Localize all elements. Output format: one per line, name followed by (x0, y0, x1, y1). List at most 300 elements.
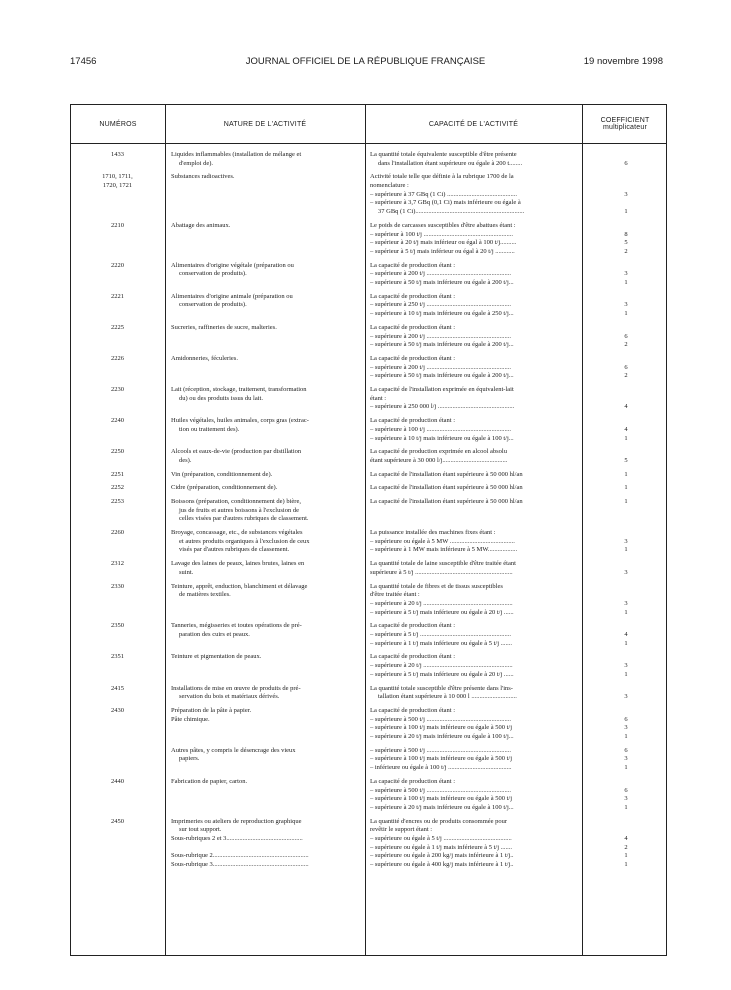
column-header-coefficient: COEFFICIENT multiplicateur (600, 117, 650, 131)
row-nature (171, 293, 361, 310)
row-nature-line: Boissons (préparation, conditionnement de) bière, (171, 498, 301, 506)
table-row (71, 653, 666, 684)
row-capacity-line: – supérieure à 20 t/j mais inférieure ou égale à 100 t/j... (370, 803, 514, 811)
row-number-line: 1710, 1711, (102, 173, 133, 181)
row-coefficient-line: 1 (624, 434, 628, 442)
row-number-line: 2440 (111, 777, 124, 785)
row-nature-line: Sucreries, raffineries de sucre, malteries. (171, 323, 277, 331)
row-capacity-line: revêtir le support étant : (370, 826, 433, 834)
row-coefficient (586, 293, 666, 319)
row-capacity (370, 386, 580, 412)
row-nature-line: Cidre (préparation, conditionnement de). (171, 484, 278, 492)
row-coefficient-line (586, 355, 666, 364)
row-coefficient-line: 1 (624, 608, 628, 616)
row-coefficient-line (586, 707, 666, 716)
row-number-line: 2260 (111, 529, 124, 537)
row-capacity-line: – supérieure ou égale à 200 kg/j mais inférieure à 1 t/j.. (370, 852, 514, 860)
row-nature (171, 560, 361, 577)
row-coefficient-line (586, 395, 666, 404)
row-number-line: 2330 (111, 582, 124, 590)
row-capacity-line: La capacité de l'installation étant supérieure à 50 000 hl/an (370, 498, 523, 506)
row-number-line: 2210 (111, 221, 124, 229)
row-coefficient (586, 583, 666, 618)
row-capacity-line: – supérieure ou égale à 1 t/j mais inférieure à 5 t/j ....... (370, 843, 513, 851)
row-coefficient-line: 1 (624, 470, 628, 478)
row-nature-line: Huiles végétales, huiles animales, corps gras (extrac- (171, 417, 309, 425)
row-capacity-line: nomenclature : (370, 182, 409, 190)
row-nature-line: servation du bois et matériaux dérivés. (179, 693, 280, 701)
row-coefficient-line: 4 (624, 631, 628, 639)
row-capacity-line: – supérieure à 10 t/j mais inférieure ou égale à 250 t/j... (370, 310, 514, 318)
row-number (71, 417, 164, 426)
table-row (71, 498, 666, 529)
row-number (71, 386, 164, 395)
row-nature-line: papiers. (179, 755, 200, 763)
row-coefficient-line: 6 (624, 363, 628, 371)
row-coefficient-line: 6 (624, 159, 628, 167)
row-capacity (370, 622, 580, 648)
row-capacity-line: La capacité de production étant : (370, 261, 456, 269)
row-number-line: 2225 (111, 323, 124, 331)
row-coefficient-line (586, 591, 666, 600)
row-nature-line: Teinture et pigmentation de peaux. (171, 653, 262, 661)
row-nature (171, 778, 361, 787)
row-coefficient-line (586, 685, 666, 694)
row-number-line: 2230 (111, 386, 124, 394)
row-nature-line: suint. (179, 568, 194, 576)
row-coefficient (586, 818, 666, 870)
row-nature-line: Pâte chimique. (171, 715, 210, 723)
row-capacity-line: La capacité de production étant : (370, 292, 456, 300)
row-capacity (370, 484, 580, 493)
row-coefficient-line (586, 417, 666, 426)
row-number (71, 448, 164, 457)
row-capacity (370, 151, 580, 168)
header-divider (71, 143, 666, 144)
row-nature (171, 417, 361, 434)
row-coefficient-line (586, 653, 666, 662)
row-capacity-line: – supérieure à 500 t/j .................................................... (370, 786, 511, 794)
row-coefficient-line: 2 (624, 843, 628, 851)
table-row (71, 151, 666, 173)
row-capacity-line: – supérieure à 20 t/j ....................................................... (370, 662, 513, 670)
row-coefficient-line (586, 293, 666, 302)
table-row (71, 471, 666, 485)
row-number-line: 2250 (111, 448, 124, 456)
publication-date: 19 novembre 1998 (583, 56, 663, 67)
row-coefficient-line (586, 386, 666, 395)
row-coefficient-line: 3 (624, 693, 628, 701)
row-coefficient (586, 262, 666, 288)
row-coefficient-line: 6 (624, 786, 628, 794)
row-coefficient (586, 151, 666, 168)
row-coefficient-line: 5 (624, 239, 628, 247)
row-capacity-line: La capacité de production étant : (370, 354, 456, 362)
row-nature (171, 747, 361, 764)
row-nature (171, 262, 361, 279)
row-capacity-line: 37 GBq (1 Ci)................................................................... (378, 208, 525, 216)
row-nature-line: visés par d'autres rubriques de classement. (179, 546, 290, 554)
row-nature (171, 583, 361, 600)
row-coefficient (586, 386, 666, 412)
row-nature-line: Autres pâtes, y compris le désencrage des vieux (171, 746, 296, 754)
row-capacity-line: – supérieure à 100 t/j mais inférieure ou égale à 500 t/j (370, 795, 513, 803)
row-capacity (370, 747, 580, 773)
row-nature-line: Liquides inflammables (installation de mélange et (171, 151, 302, 158)
row-coefficient (586, 560, 666, 577)
row-coefficient-line: 3 (624, 724, 628, 732)
row-coefficient-line (586, 622, 666, 631)
row-capacity-line: – supérieure à 200 t/j .................................................... (370, 332, 511, 340)
row-nature-line: conservation de produits). (179, 301, 247, 309)
row-capacity (370, 778, 580, 813)
row-coefficient-line: 1 (624, 310, 628, 318)
table-row (71, 484, 666, 498)
row-capacity-line: étant : (370, 394, 387, 402)
row-number (71, 653, 164, 662)
page-number: 17456 (70, 56, 97, 67)
row-nature (171, 818, 361, 870)
row-coefficient-line: 1 (624, 861, 628, 869)
row-coefficient-line: 2 (624, 341, 628, 349)
row-capacity-line: d'être traitée étant : (370, 591, 420, 599)
row-capacity-line: – supérieure à 1 MW mais inférieure à 5 MW.................. (370, 546, 518, 554)
row-number (71, 324, 164, 333)
row-number (71, 583, 164, 592)
row-number (71, 622, 164, 631)
row-coefficient-line: 1 (624, 852, 628, 860)
row-number-line (71, 747, 164, 756)
row-coefficient (586, 622, 666, 648)
row-capacity (370, 685, 580, 702)
row-nature-line: des). (179, 456, 192, 464)
row-nature (171, 471, 361, 480)
row-coefficient-line (586, 529, 666, 538)
row-capacity-line: – supérieure à 50 t/j mais inférieure ou égale à 200 t/j... (370, 372, 514, 380)
row-number-line: 2251 (111, 470, 124, 478)
row-coefficient-line (586, 818, 666, 827)
row-number (71, 707, 164, 716)
row-number-line: 2226 (111, 354, 124, 362)
row-nature-line: Vin (préparation, conditionnement de). (171, 470, 273, 478)
row-coefficient-line: 4 (624, 835, 628, 843)
row-number (71, 747, 164, 756)
row-nature (171, 151, 361, 168)
row-number (71, 173, 164, 190)
row-nature-line: Sous-rubrique 2........................................................... (171, 852, 309, 860)
row-nature-line: Sous-rubriques 2 et 3............................................... (171, 835, 303, 843)
column-header-nature: NATURE DE L'ACTIVITÉ (223, 120, 307, 128)
table-row (71, 747, 666, 778)
row-nature (171, 173, 361, 182)
row-nature-line: jus de fruits et autres boissons à l'exclusion de (179, 506, 299, 514)
row-coefficient-line: 3 (624, 795, 628, 803)
row-coefficient-line: 6 (624, 746, 628, 754)
row-coefficient-line: 1 (624, 484, 628, 492)
row-coefficient-line (586, 262, 666, 271)
row-capacity-line: La capacité de production étant : (370, 777, 456, 785)
row-coefficient (586, 448, 666, 465)
table-row (71, 386, 666, 417)
row-coefficient-line (586, 199, 666, 208)
row-capacity-line: La capacité de production étant : (370, 323, 456, 331)
row-nature (171, 324, 361, 333)
row-nature-line: d'emploi de). (179, 159, 214, 167)
table-row (71, 222, 666, 262)
row-coefficient-line: 8 (624, 230, 628, 238)
row-capacity-line: – supérieure à 3,7 GBq (0,1 Ci) mais inférieure ou égale à (370, 199, 521, 207)
row-nature-line: Fabrication de papier, carton. (171, 777, 248, 785)
row-coefficient-line (586, 222, 666, 231)
row-coefficient-line: 1 (624, 546, 628, 554)
row-capacity-line: La capacité de production exprimée en alcool absolu (370, 448, 507, 456)
row-coefficient (586, 685, 666, 702)
row-nature (171, 484, 361, 493)
row-capacity (370, 498, 580, 507)
row-coefficient (586, 173, 666, 216)
row-capacity-line: La capacité de production étant : (370, 622, 456, 630)
row-number-line: 2312 (111, 560, 124, 568)
table-body (71, 151, 666, 875)
table-row (71, 324, 666, 355)
row-capacity-line: – supérieure à 20 t/j mais inférieure ou égale à 100 t/j... (370, 733, 514, 741)
row-number-line: 2350 (111, 622, 124, 630)
row-coefficient-line (586, 560, 666, 569)
row-coefficient (586, 324, 666, 350)
row-nature-line: Amidonneries, féculeries. (171, 354, 238, 362)
row-nature-line: Tanneries, mégisseries et toutes opérations de pré- (171, 622, 302, 630)
row-coefficient (586, 529, 666, 555)
row-capacity-line: – supérieur à 100 t/j ....................................................... (370, 230, 513, 238)
row-capacity-line: – supérieure à 250 000 l/j ............................................... (370, 403, 515, 411)
table-row (71, 818, 666, 875)
table-row (71, 262, 666, 293)
row-nature-line: Alimentaires d'origine végétale (préparation ou (171, 261, 294, 269)
row-number (71, 778, 164, 787)
row-nature-line: celles visées par d'autres rubriques de classement. (179, 515, 309, 523)
row-number-line: 2220 (111, 261, 124, 269)
row-capacity-line: – supérieure à 500 t/j .................................................... (370, 715, 511, 723)
row-capacity (370, 324, 580, 350)
row-nature-line: Broyage, concassage, etc., de substances végétales (171, 529, 303, 537)
table-row (71, 622, 666, 653)
table-row (71, 560, 666, 582)
journal-title: JOURNAL OFFICIEL DE LA RÉPUBLIQUE FRANÇAISE (245, 56, 486, 67)
row-coefficient-line: 1 (624, 670, 628, 678)
row-capacity-line: – supérieure ou égale à 5 MW ........................................ (370, 537, 515, 545)
column-header-numeros: NUMÉROS (99, 120, 137, 128)
row-capacity-line: – supérieure à 100 t/j mais inférieure ou égale à 500 t/j (370, 724, 513, 732)
row-capacity-line: La capacité de l'installation étant supérieure à 50 000 hl/an (370, 484, 523, 492)
row-number-line: 2415 (111, 684, 124, 692)
row-coefficient-line: 3 (624, 537, 628, 545)
row-capacity-line: La quantité totale de fibres et de tissus susceptibles (370, 582, 503, 590)
row-number (71, 685, 164, 694)
row-nature-line: conservation de produits). (179, 270, 247, 278)
row-nature (171, 529, 361, 555)
row-coefficient-line: 1 (624, 803, 628, 811)
row-capacity (370, 355, 580, 381)
table-row (71, 173, 666, 222)
row-capacity (370, 583, 580, 618)
activity-table (70, 104, 667, 956)
row-nature-line: du) ou des produits issus du lait. (179, 394, 263, 402)
row-capacity-line: La quantité totale susceptible d'être présente dans l'ins- (370, 684, 513, 692)
table-row (71, 417, 666, 448)
row-number (71, 498, 164, 507)
row-number (71, 262, 164, 271)
row-capacity-line: – supérieure à 50 t/j mais inférieure ou égale à 200 t/j... (370, 279, 514, 287)
row-nature-line: paration des cuirs et peaux. (179, 631, 250, 639)
row-capacity (370, 448, 580, 465)
row-capacity (370, 529, 580, 555)
row-coefficient (586, 355, 666, 381)
row-capacity-line: – supérieure à 100 t/j mais inférieure ou égale à 500 t/j (370, 755, 513, 763)
row-coefficient-line: 3 (624, 301, 628, 309)
row-nature-line: Lait (réception, stockage, traitement, transformation (171, 386, 307, 394)
row-number (71, 222, 164, 231)
row-coefficient-line: 2 (624, 247, 628, 255)
row-capacity-line: – supérieure à 20 t/j ....................................................... (370, 599, 513, 607)
row-capacity (370, 173, 580, 216)
row-coefficient-line: 1 (624, 279, 628, 287)
row-capacity-line: – inférieure ou égale à 100 t/j ....................................... (370, 764, 512, 772)
row-capacity-line: La capacité de production étant : (370, 653, 456, 661)
row-nature (171, 222, 361, 231)
row-capacity-line: – supérieure à 5 t/j mais inférieure ou égale à 20 t/j ...... (370, 608, 514, 616)
row-capacity-line: – supérieure à 100 t/j .................................................... (370, 425, 511, 433)
table-row (71, 448, 666, 470)
row-capacity-line: La quantité d'encres ou de produits consommée pour (370, 817, 508, 825)
row-nature (171, 653, 361, 662)
row-nature (171, 498, 361, 524)
row-coefficient-line: 5 (624, 456, 628, 464)
row-coefficient-line (586, 151, 666, 160)
row-nature-line: Alimentaires d'origine animale (préparation ou (171, 292, 293, 300)
row-coefficient-line (586, 778, 666, 787)
row-capacity-line: Le poids de carcasses susceptibles d'être abattues étant : (370, 221, 516, 229)
row-coefficient-line (586, 826, 666, 835)
row-coefficient-line: 1 (624, 639, 628, 647)
row-nature-line: Sous-rubrique 3........................................................... (171, 861, 309, 869)
row-nature-line: Abattage des animaux. (171, 221, 231, 229)
row-coefficient-line: 4 (624, 425, 628, 433)
row-coefficient-line: 1 (624, 498, 628, 506)
row-number-line: 2430 (111, 706, 124, 714)
row-coefficient-line (586, 448, 666, 457)
row-coefficient (586, 707, 666, 742)
table-row (71, 293, 666, 324)
column-header-capacite: CAPACITÉ DE L'ACTIVITÉ (428, 120, 519, 128)
row-coefficient (586, 653, 666, 679)
row-coefficient-line (586, 173, 666, 182)
row-capacity-line: La capacité de l'installation étant supérieure à 50 000 hl/an (370, 470, 523, 478)
row-capacity-line: La capacité de production étant : (370, 706, 456, 714)
row-coefficient-line: 3 (624, 270, 628, 278)
row-coefficient-line: 3 (624, 599, 628, 607)
row-number (71, 818, 164, 827)
table-row (71, 685, 666, 707)
row-nature-line: Substances radioactives. (171, 173, 235, 181)
row-capacity-line: – supérieure à 200 t/j .................................................... (370, 270, 511, 278)
row-number (71, 293, 164, 302)
row-nature (171, 448, 361, 465)
row-coefficient-line: 1 (624, 764, 628, 772)
row-capacity-line: – supérieure à 37 GBq (1 Ci) ........................................... (370, 190, 517, 198)
row-capacity-line: dans l'installation étant supérieure ou égale à 200 t........ (378, 159, 523, 167)
row-capacity-line: tallation étant supérieure à 10 000 l ............................ (378, 693, 517, 701)
row-coefficient-line: 3 (624, 755, 628, 763)
row-coefficient-line: 1 (624, 208, 628, 216)
row-nature-line: Installations de mise en œuvre de produits de pré- (171, 684, 301, 692)
row-capacity-line: – supérieure ou égale à 5 t/j .......................................... (370, 835, 512, 843)
row-nature-line: Imprimeries ou ateliers de reproduction graphique (171, 817, 302, 825)
row-coefficient-line (586, 324, 666, 333)
row-capacity-line: La quantité totale équivalente susceptible d'être présente (370, 151, 517, 158)
row-coefficient (586, 778, 666, 813)
row-number (71, 151, 164, 160)
row-nature (171, 685, 361, 702)
row-capacity-line: supérieure à 5 t/j ............................................................ (370, 568, 513, 576)
row-number (71, 529, 164, 538)
row-nature (171, 386, 361, 403)
row-coefficient-line: 2 (624, 372, 628, 380)
row-capacity-line: – supérieure à 500 t/j .................................................... (370, 746, 511, 754)
row-capacity-line: – supérieur à 20 t/j mais inférieur ou égal à 100 t/j.......... (370, 239, 517, 247)
row-capacity-line: – supérieure à 10 t/j mais inférieure ou égale à 100 t/j... (370, 434, 514, 442)
row-coefficient-line (586, 583, 666, 592)
row-coefficient-line (586, 182, 666, 191)
row-number (71, 560, 164, 569)
table-row (71, 707, 666, 747)
row-capacity (370, 293, 580, 319)
row-coefficient-line: 6 (624, 332, 628, 340)
row-capacity (370, 653, 580, 679)
row-nature-line: de matières textiles. (179, 591, 231, 599)
row-coefficient-line: 3 (624, 190, 628, 198)
row-number-line: 1720, 1721 (102, 182, 133, 190)
row-capacity-line: Activité totale telle que définie à la rubrique 1700 de la (370, 173, 514, 181)
table-row (71, 778, 666, 818)
row-nature-line: Teinture, apprêt, enduction, blanchiment et délavage (171, 582, 308, 590)
row-capacity (370, 417, 580, 443)
row-capacity (370, 222, 580, 257)
row-coefficient (586, 484, 666, 493)
table-row (71, 529, 666, 560)
table-row (71, 583, 666, 623)
row-number-line: 2240 (111, 417, 124, 425)
row-capacity-line: – supérieure à 5 t/j ........................................................ (370, 631, 511, 639)
row-capacity (370, 471, 580, 480)
row-nature-line: Lavage des laines de peaux, laines brutes, laines en (171, 560, 305, 568)
row-capacity-line: La puissance installée des machines fixes étant : (370, 529, 496, 537)
row-coefficient (586, 417, 666, 443)
row-number (71, 484, 164, 493)
row-number-line: 2351 (111, 653, 124, 661)
row-nature-line: Alcools et eaux-de-vie (production par distillation (171, 448, 302, 456)
row-nature-line: sur tout support. (179, 826, 222, 834)
row-capacity (370, 560, 580, 577)
row-capacity-line: étant supérieure à 30 000 l/j........................................ (370, 456, 508, 464)
row-nature (171, 707, 361, 724)
row-number-line: 1433 (111, 151, 124, 158)
row-capacity-line: – supérieure à 250 t/j .................................................... (370, 301, 511, 309)
row-coefficient-line: 6 (624, 715, 628, 723)
row-capacity-line: – supérieure à 200 t/j .................................................... (370, 363, 511, 371)
row-nature (171, 622, 361, 639)
row-capacity-line: La capacité de l'installation exprimée en équivalent-lait (370, 386, 514, 394)
row-nature-line: et autres produits organiques à l'exclusion de ceux (179, 537, 310, 545)
